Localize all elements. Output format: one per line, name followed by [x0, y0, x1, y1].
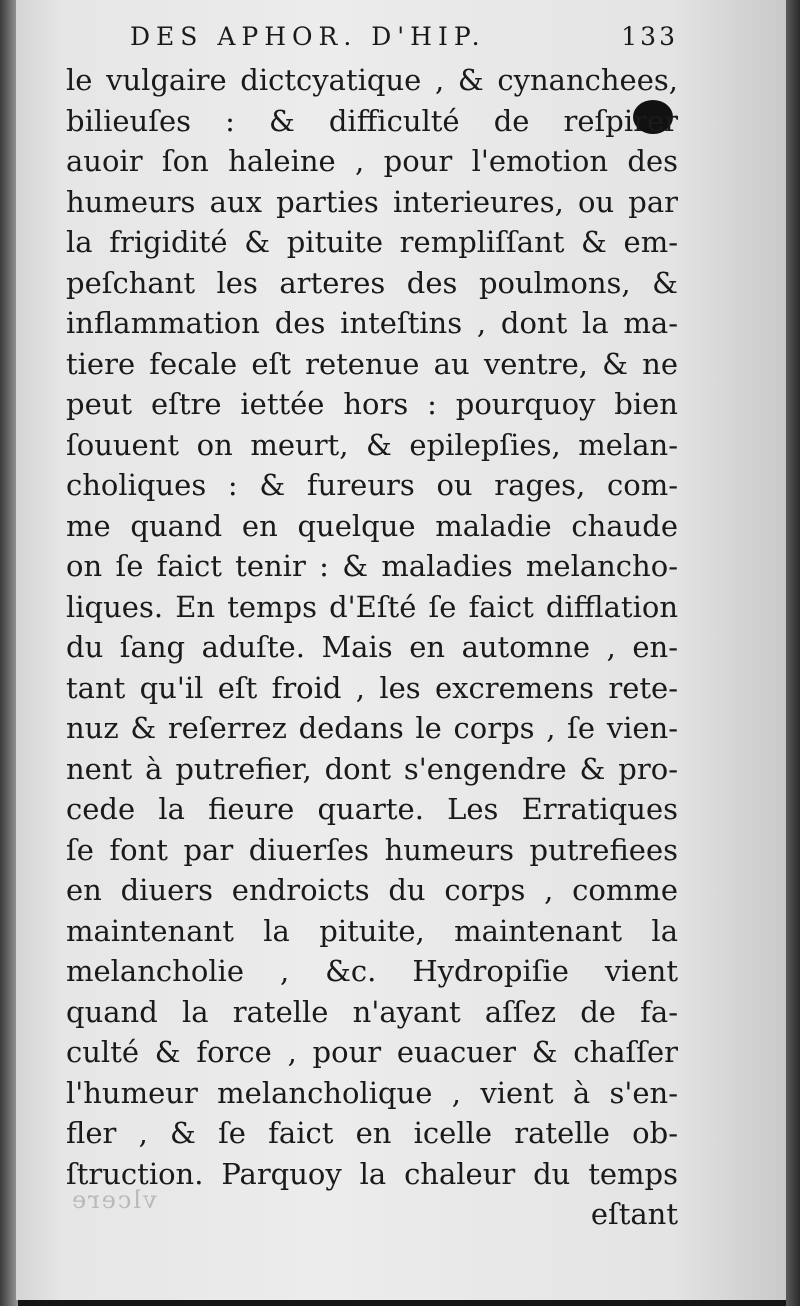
text-line: on ſe faict tenir : & maladies melancho-: [66, 549, 678, 583]
catchword: eſtant: [590, 1197, 678, 1231]
show-through-text: vlcere: [70, 1186, 157, 1214]
text-line: melancholie , &c. Hydropiſie vient: [66, 954, 678, 988]
text-line: maintenant la pituite, maintenant la: [66, 913, 678, 948]
text-line: bilieuſes : & difficulté de reſpirer: [66, 103, 678, 138]
text-line: humeurs aux parties interieures, ou par: [66, 184, 678, 219]
text-line: du ſang aduſte. Mais en automne , en-: [66, 630, 678, 664]
text-line: me quand en quelque maladie chaude: [66, 508, 678, 543]
text-line: l'humeur melancholique , vient à s'en-: [66, 1075, 678, 1110]
text-line: la frigidité & pituite rempliſſant & em-: [66, 225, 678, 259]
text-line: choliques : & fureurs ou rages, com-: [66, 468, 678, 502]
text-line: fler , & ſe faict en icelle ratelle ob-: [66, 1116, 678, 1150]
running-head: [66, 22, 678, 60]
text-line: nent à putrefier, dont s'engendre & pro-: [66, 751, 678, 786]
text-line: nuz & reſerrez dedans le corps , ſe vien-: [66, 711, 678, 745]
text-line: inflammation des inteſtins , dont la ma-: [66, 306, 678, 340]
text-line: quand la ratelle n'ayant aſſez de fa-: [66, 994, 678, 1029]
page-text-block: [66, 22, 678, 1235]
text-line: peut eſtre iettée hors : pourquoy bien: [66, 387, 678, 421]
text-line: en diuers endroicts du corps , comme: [66, 873, 678, 907]
text-line: tant qu'il eſt froid , les excremens rete-: [66, 670, 678, 705]
text-line: peſchant les arteres des poulmons, &: [66, 265, 678, 300]
text-line: ſe font par diuerſes humeurs putrefiees: [66, 832, 678, 867]
page-number: 133: [621, 22, 678, 51]
text-line: tiere fecale eſt retenue au ventre, & ne: [66, 346, 678, 381]
text-line: le vulgaire dictcyatique , & cynanchees,: [66, 63, 678, 97]
text-line: cede la fieure quarte. Les Erratiques: [66, 792, 678, 826]
text-line: culté & force , pour euacuer & chaſſer: [66, 1035, 678, 1069]
text-line: ſtruction. Parquoy la chaleur du temps: [66, 1156, 678, 1191]
text-line: auoir ſon haleine , pour l'emotion des: [66, 144, 678, 178]
text-line: liques. En temps d'Eſté ſe faict difflation: [66, 589, 678, 624]
page-edge: [786, 0, 800, 1306]
running-head-title: DES APHOR. D'HIP.: [130, 22, 486, 51]
text-line: ſouuent on meurt, & epilepſies, melan-: [66, 427, 678, 462]
